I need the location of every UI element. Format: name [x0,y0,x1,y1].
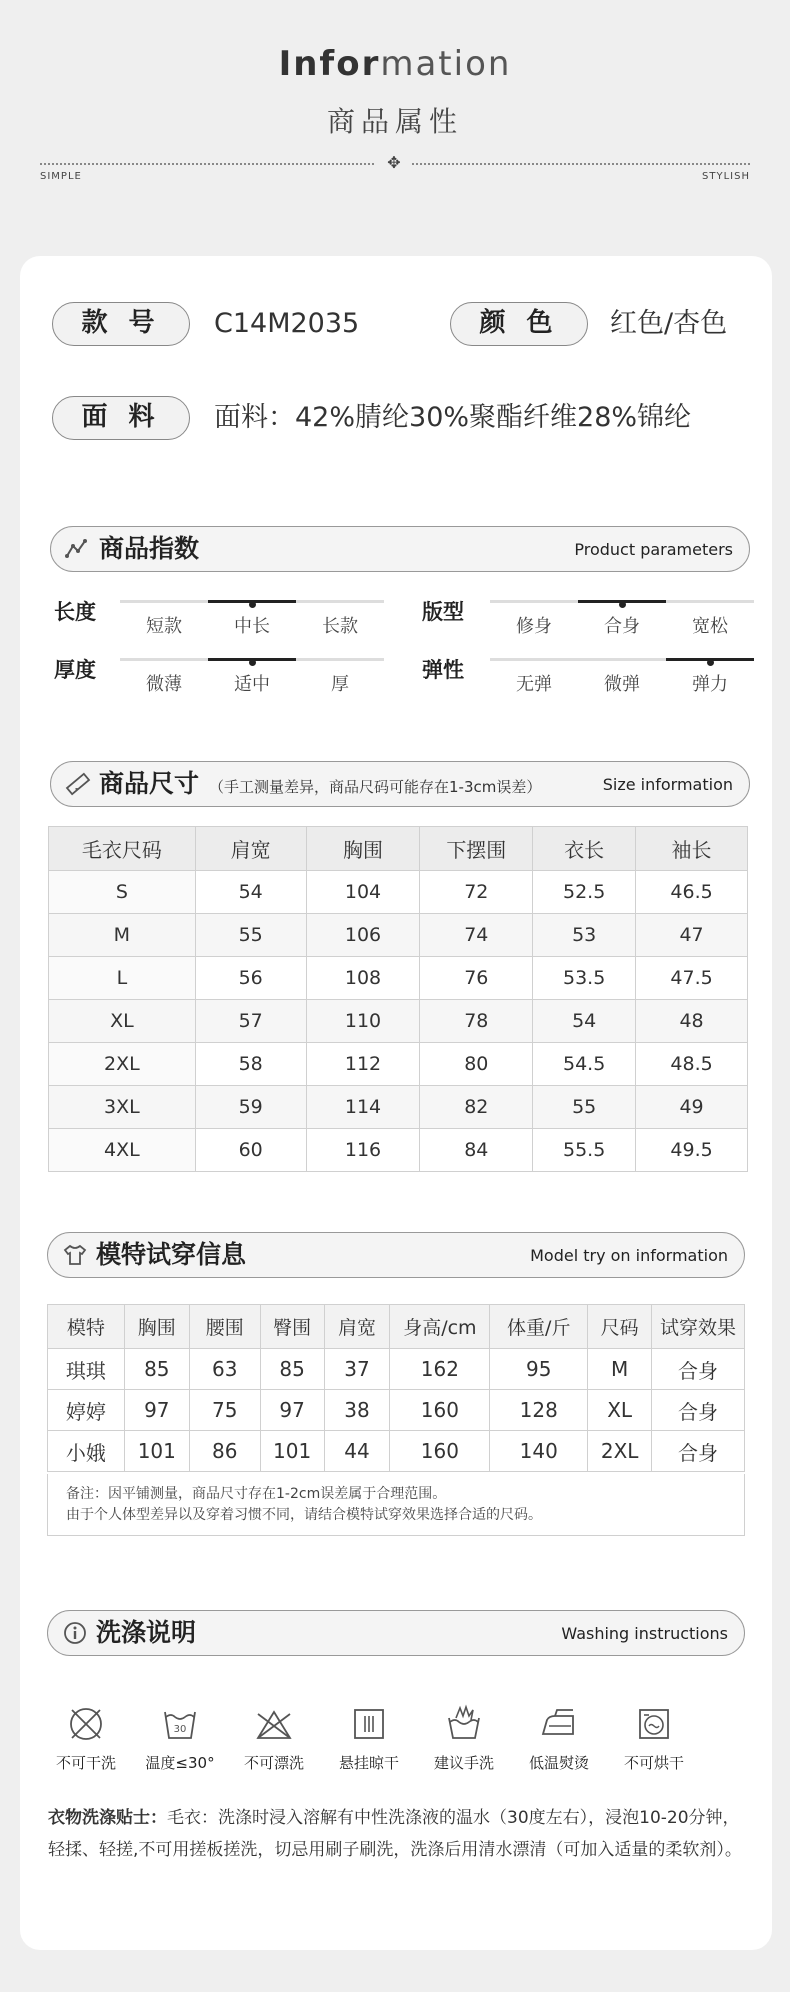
table-cell: 44 [324,1431,390,1472]
table-cell: 合身 [652,1390,745,1431]
param-option: 微弹 [604,674,640,695]
low-iron-icon [539,1704,579,1744]
table-cell: 104 [306,871,420,914]
size-col-header: 袖长 [636,827,748,871]
param-option: 短款 [146,616,182,637]
param-option: 中长 [234,616,270,637]
param-selected-dot [619,601,626,608]
table-cell: 160 [390,1431,490,1472]
no-bleach-icon [254,1704,294,1744]
no-dry-clean-icon [66,1704,106,1744]
table-cell: XL [588,1390,652,1431]
table-cell: 小娥 [48,1431,125,1472]
table-cell: 49.5 [636,1129,748,1172]
param-selected-dot [707,659,714,666]
table-cell: 55 [533,1086,636,1129]
params-section-bar [50,526,750,572]
table-row [49,1129,748,1172]
param-option: 微薄 [146,674,182,695]
table-row [48,1349,745,1390]
table-cell: 46.5 [636,871,748,914]
wash-label: 不可干洗 [55,1754,116,1772]
table-cell: 55 [195,914,306,957]
param-selected-dot [249,601,256,608]
hand-wash-icon [444,1704,484,1744]
param-option: 宽松 [692,616,728,637]
low-iron-item [514,1704,604,1773]
size-title-en: Size information [602,775,733,794]
table-cell: 116 [306,1129,420,1172]
table-cell: 160 [390,1390,490,1431]
wash-tip [48,1802,748,1866]
table-row [49,957,748,1000]
param-option: 适中 [234,674,270,695]
table-row [49,1000,748,1043]
param-option: 无弹 [516,674,552,695]
model-note-line2: 由于个人体型差异以及穿着习惯不同，请结合模特试穿效果选择合适的尺码。 [66,1507,542,1523]
model-table [47,1304,745,1472]
wash-label: 不可烘干 [623,1754,684,1772]
table-cell: 38 [324,1390,390,1431]
product-info-card [20,256,772,1950]
info-icon [62,1621,88,1645]
table-row [49,1043,748,1086]
table-cell: 58 [195,1043,306,1086]
table-cell: 97 [124,1390,189,1431]
size-note: （手工测量差异，商品尺码可能存在1-3cm误差） [209,778,542,796]
title-bold-part: Infor [278,44,381,84]
model-table-header [48,1305,745,1349]
page-title [0,44,790,84]
divider-left [40,163,374,165]
table-cell: 4XL [49,1129,196,1172]
table-cell: 57 [195,1000,306,1043]
param-label: 长度 [54,600,96,624]
table-cell: XL [49,1000,196,1043]
param-label: 版型 [422,600,464,624]
wash-30-temp: 30 [173,1724,187,1735]
table-cell: 63 [189,1349,260,1390]
model-note [47,1474,745,1536]
table-cell: 106 [306,914,420,957]
size-table-body [49,871,748,1172]
table-cell: 47 [636,914,748,957]
model-col-header: 试穿效果 [652,1305,745,1349]
wash-tip-text: 毛衣：洗涤时浸入溶解有中性洗涤液的温水（30度左右），浸泡10-20分钟，轻揉、轻搓,不可用搓板搓洗，切忌用刷子刷洗，洗涤后用清水漂清（可加入适量的柔软剂）。 [48,1808,742,1860]
table-row [49,914,748,957]
table-cell: L [49,957,196,1000]
wash-label: 建议手洗 [433,1754,494,1772]
param-label: 厚度 [54,658,96,682]
ruler-icon [65,772,91,796]
table-row [48,1431,745,1472]
table-cell: 76 [420,957,533,1000]
table-cell: 37 [324,1349,390,1390]
table-cell: 85 [124,1349,189,1390]
table-cell: M [588,1349,652,1390]
size-table [48,826,748,1172]
table-cell: 101 [124,1431,189,1472]
table-cell: 72 [420,871,533,914]
params-title-en: Product parameters [574,540,733,559]
table-cell: 婷婷 [48,1390,125,1431]
tag-right: STYLISH [702,171,750,182]
fabric-label: 面 料 [52,396,190,440]
param-option: 合身 [604,616,640,637]
table-cell: M [49,914,196,957]
table-cell: 59 [195,1086,306,1129]
model-note-line1: 备注：因平铺测量，商品尺寸存在1-2cm误差属于合理范围。 [66,1486,447,1502]
wash-label: 低温熨烫 [528,1754,589,1772]
size-table-header [49,827,748,871]
table-cell: 49 [636,1086,748,1129]
wash-tip-title: 衣物洗涤贴士： [48,1808,167,1828]
size-title [99,768,541,803]
table-cell: 101 [260,1431,324,1472]
table-cell: 112 [306,1043,420,1086]
tag-left: SIMPLE [40,171,82,182]
table-cell: 84 [420,1129,533,1172]
size-title-text: 商品尺寸 [99,769,200,798]
param-option: 弹力 [692,674,728,695]
page-subtitle: 商品属性 [326,105,463,138]
no-dry-clean-item [41,1704,131,1773]
crosshair-icon: ✥ [387,153,401,172]
model-col-header: 模特 [48,1305,125,1349]
title-light-part: mation [380,44,512,84]
table-cell: 2XL [588,1431,652,1472]
model-table-body [48,1349,745,1472]
param-option: 修身 [516,616,552,637]
model-col-header: 胸围 [124,1305,189,1349]
table-cell: 3XL [49,1086,196,1129]
model-section-bar [47,1232,745,1278]
wash-section-bar [47,1610,745,1656]
hang-dry-item [324,1704,414,1773]
table-cell: 48 [636,1000,748,1043]
size-section-bar [50,761,750,807]
table-cell: 128 [490,1390,588,1431]
wash-title: 洗涤说明 [96,1618,197,1647]
table-cell: 162 [390,1349,490,1390]
table-cell: 78 [420,1000,533,1043]
param-option: 长款 [322,616,358,637]
shirt-icon [62,1243,88,1267]
table-cell: 80 [420,1043,533,1086]
wash-label: 悬挂晾干 [338,1754,399,1772]
color-label: 颜 色 [450,302,588,346]
hang-dry-icon [349,1704,389,1744]
table-cell: 55.5 [533,1129,636,1172]
table-cell: 86 [189,1431,260,1472]
table-cell: 85 [260,1349,324,1390]
wash-title-en: Washing instructions [561,1624,728,1643]
no-bleach-item [229,1704,319,1773]
table-cell: 合身 [652,1431,745,1472]
params-title: 商品指数 [99,534,200,563]
code-value: C14M2035 [214,308,360,339]
hand-wash-item [419,1704,509,1773]
no-tumble-dry-icon [634,1704,674,1744]
divider-right [412,163,750,165]
table-cell: 75 [189,1390,260,1431]
size-col-header: 毛衣尺码 [49,827,196,871]
size-col-header: 肩宽 [195,827,306,871]
code-label: 款 号 [52,302,190,346]
wash-30-icon [160,1704,200,1744]
table-cell: 53 [533,914,636,957]
table-cell: 54 [195,871,306,914]
wash-label: 不可漂洗 [243,1754,304,1772]
size-col-header: 下摆围 [420,827,533,871]
table-cell: 108 [306,957,420,1000]
size-col-header: 胸围 [306,827,420,871]
model-col-header: 体重/斤 [490,1305,588,1349]
model-col-header: 身高/cm [390,1305,490,1349]
trend-line-icon [65,537,91,561]
model-col-header: 腰围 [189,1305,260,1349]
param-selected-dot [249,659,256,666]
table-row [48,1390,745,1431]
wash-label: 温度≤30° [145,1754,215,1772]
table-cell: 琪琪 [48,1349,125,1390]
param-option: 厚 [331,674,349,695]
model-col-header: 肩宽 [324,1305,390,1349]
no-tumble-dry-item [609,1704,699,1773]
table-cell: 48.5 [636,1043,748,1086]
table-cell: 2XL [49,1043,196,1086]
model-col-header: 臀围 [260,1305,324,1349]
table-cell: 60 [195,1129,306,1172]
table-cell: 56 [195,957,306,1000]
param-label: 弹性 [422,658,464,682]
model-title-en: Model try on information [530,1246,728,1265]
table-cell: 53.5 [533,957,636,1000]
table-row [49,871,748,914]
table-cell: 97 [260,1390,324,1431]
table-cell: 114 [306,1086,420,1129]
table-cell: 47.5 [636,957,748,1000]
table-cell: 54.5 [533,1043,636,1086]
color-value: 红色/杏色 [610,308,728,339]
table-cell: 54 [533,1000,636,1043]
fabric-value: 面料：42%腈纶30%聚酯纤维28%锦纶 [214,402,692,433]
table-row [49,1086,748,1129]
table-cell: S [49,871,196,914]
table-cell: 110 [306,1000,420,1043]
table-cell: 95 [490,1349,588,1390]
table-cell: 52.5 [533,871,636,914]
size-col-header: 衣长 [533,827,636,871]
model-title: 模特试穿信息 [96,1240,247,1269]
table-cell: 140 [490,1431,588,1472]
table-cell: 合身 [652,1349,745,1390]
model-col-header: 尺码 [588,1305,652,1349]
wash-30-item [135,1704,225,1773]
table-cell: 74 [420,914,533,957]
table-cell: 82 [420,1086,533,1129]
